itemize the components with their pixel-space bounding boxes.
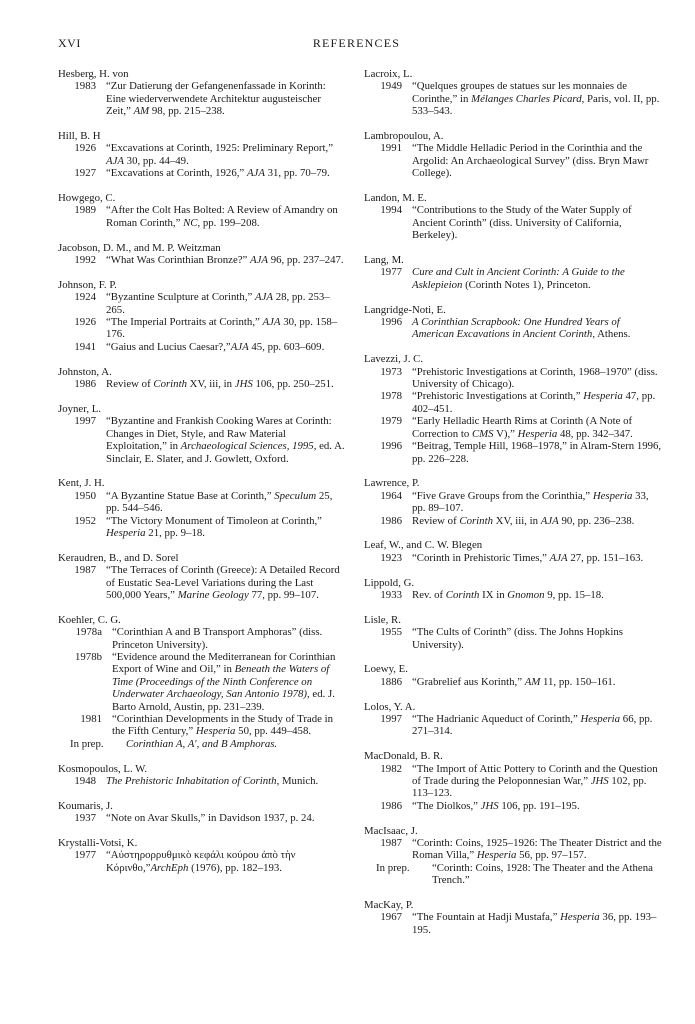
reference-citation xyxy=(106,775,348,787)
citation-text: 106, pp. 250–251. xyxy=(252,378,334,391)
reference-group xyxy=(364,750,664,812)
citation-text: 30, pp. 158–176. xyxy=(106,316,338,341)
citation-italic-text: Hesperia xyxy=(583,390,623,403)
reference-group xyxy=(58,614,348,750)
reference-year: 1983 xyxy=(74,80,96,93)
reference-author: Landon, M. E. xyxy=(364,192,427,205)
citation-text: 56, pp. 97–157. xyxy=(516,849,587,862)
reference-citation xyxy=(412,626,664,651)
reference-year: 1979 xyxy=(380,415,402,428)
citation-italic-text: The Prehistoric Inhabitation of Corinth xyxy=(106,775,277,787)
reference-group xyxy=(58,242,348,267)
reference-entry xyxy=(58,204,348,229)
reference-citation xyxy=(412,266,664,291)
reference-year: 1952 xyxy=(74,514,96,527)
citation-text: XV, iii, in xyxy=(492,514,541,527)
citation-text: “What Was Corinthian Bronze?” xyxy=(106,254,251,267)
reference-year: 1996 xyxy=(380,316,402,329)
reference-group xyxy=(58,763,348,788)
reference-year: 1989 xyxy=(74,204,96,217)
reference-citation xyxy=(106,564,348,601)
reference-entry xyxy=(58,849,348,874)
reference-group xyxy=(58,192,348,229)
citation-italic-text: AJA xyxy=(106,154,124,167)
citation-text: , Athens. xyxy=(592,328,631,341)
reference-entry xyxy=(58,775,348,787)
reference-year: In prep. xyxy=(70,737,104,750)
citation-italic-text: JHS xyxy=(234,378,253,391)
reference-group xyxy=(364,614,664,651)
reference-citation xyxy=(412,676,664,688)
citation-text: , pp. 199–208. xyxy=(197,216,260,229)
reference-author: Joyner, L. xyxy=(58,402,102,415)
reference-citation xyxy=(412,490,664,515)
reference-year: 1937 xyxy=(74,812,96,825)
citation-text: “The Import of Attic Pottery to Corinth and the Question of Trade during the Peloponnesian War,” xyxy=(412,762,658,787)
reference-year: 1996 xyxy=(380,440,402,453)
reference-entry xyxy=(364,142,664,179)
reference-author: Lavezzi, J. C. xyxy=(364,353,424,366)
reference-entry xyxy=(58,812,348,824)
reference-entry xyxy=(364,366,664,391)
citation-italic-text: Hesperia xyxy=(106,526,146,539)
reference-citation xyxy=(412,552,664,564)
reference-author: Krystalli-Votsi, K. xyxy=(58,837,138,849)
reference-citation xyxy=(412,837,664,862)
reference-group xyxy=(364,701,664,738)
reference-citation xyxy=(106,167,348,179)
reference-author: Lippold, G. xyxy=(364,576,415,589)
reference-author: Keraudren, B., and D. Sorel xyxy=(58,551,179,564)
reference-group xyxy=(58,837,348,874)
reference-citation xyxy=(106,80,348,117)
reference-year: In prep. xyxy=(376,861,410,874)
reference-author: Hesberg, H. von xyxy=(58,68,129,80)
citation-text: “The Middle Helladic Period in the Corinthia and the Argolid: An Archaeological Survey” (diss. Bryn Mawr College). xyxy=(412,142,649,180)
reference-entry xyxy=(58,291,348,316)
citation-text: 45, pp. 603–609. xyxy=(248,340,325,353)
reference-entry xyxy=(364,316,664,341)
reference-author: Lawrence, P. xyxy=(364,477,420,490)
reference-entry xyxy=(58,713,348,738)
reference-citation xyxy=(412,204,664,241)
reference-entry xyxy=(364,390,664,415)
citation-italic-text: Cure and Cult in Ancient Corinth: A Guide to the Asklepieion xyxy=(412,266,625,291)
reference-year: 1986 xyxy=(74,378,96,391)
reference-year: 1967 xyxy=(380,911,402,924)
reference-year: 1926 xyxy=(74,316,96,329)
citation-italic-text: CMS xyxy=(471,427,494,440)
citation-text: “Prehistoric Investigations at Corinth, 1968–1970” (diss. University of Chicago). xyxy=(412,365,658,391)
citation-text: 11, pp. 150–161. xyxy=(540,675,616,688)
reference-entry xyxy=(364,800,664,812)
citation-text: “Contributions to the Study of the Water Supply of Ancient Corinth” (diss. University of California, Berkeley). xyxy=(412,204,632,242)
reference-entry xyxy=(364,552,664,564)
citation-text: “The Diolkos,” xyxy=(412,799,481,812)
citation-text: “Note on Avar Skulls,” in Davidson 1937, p. 24. xyxy=(106,812,315,825)
reference-year: 1986 xyxy=(380,799,402,812)
reference-author: Howgego, C. xyxy=(58,192,116,205)
citation-text: “Beitrag, Temple Hill, 1968–1978,” in Alram-Stern 1996, pp. 226–228. xyxy=(412,440,662,465)
citation-text: 9, pp. 15–18. xyxy=(544,588,604,601)
reference-year: 1994 xyxy=(380,204,402,217)
reference-entry xyxy=(364,80,664,117)
reference-entry xyxy=(58,415,348,465)
reference-author: Kent, J. H. xyxy=(58,477,105,490)
reference-citation xyxy=(412,440,664,465)
citation-text: 36, pp. 193–195. xyxy=(412,911,657,936)
reference-year: 1926 xyxy=(74,142,96,155)
citation-italic-text: AM xyxy=(133,105,150,118)
reference-entry xyxy=(58,142,348,167)
references-right-column xyxy=(364,68,664,949)
citation-text: “Corinth in Prehistoric Times,” xyxy=(412,551,550,564)
reference-entry xyxy=(58,738,348,750)
citation-text: 102, pp. 113–123. xyxy=(412,774,647,800)
citation-italic-text: AJA xyxy=(549,551,568,564)
citation-italic-text: Corinth xyxy=(445,588,480,601)
reference-citation xyxy=(106,515,348,540)
citation-italic-text: Hesperia xyxy=(476,849,517,862)
reference-author: Loewy, E. xyxy=(364,663,408,676)
reference-citation xyxy=(106,204,348,229)
citation-text: 31, pp. 70–79. xyxy=(264,167,330,180)
citation-text: (Corinth Notes 1), Princeton. xyxy=(462,278,591,291)
reference-year: 1992 xyxy=(74,254,96,267)
reference-citation xyxy=(432,862,664,887)
page-number: XVI xyxy=(58,36,81,50)
reference-citation xyxy=(106,415,348,465)
citation-text: “The Imperial Portraits at Corinth,” xyxy=(106,316,263,329)
citation-italic-text: Speculum xyxy=(274,489,317,502)
reference-citation xyxy=(106,849,348,874)
reference-group xyxy=(364,68,664,118)
citation-italic-text: AJA xyxy=(246,167,265,180)
reference-year: 1987 xyxy=(380,836,402,849)
reference-year: 1933 xyxy=(380,588,402,601)
reference-citation xyxy=(106,490,348,515)
reference-citation xyxy=(112,651,348,713)
citation-italic-text: Gnomon xyxy=(507,588,545,601)
citation-text: , ed. A. Sinclair, E. Slater, and J. Gowlett, Oxford. xyxy=(106,440,345,465)
reference-year: 1950 xyxy=(74,489,96,502)
reference-entry xyxy=(58,651,348,713)
citation-italic-text: JHS xyxy=(590,774,609,787)
citation-text: “Excavations at Corinth, 1926,” xyxy=(106,167,247,180)
reference-group xyxy=(364,304,664,341)
reference-entry xyxy=(364,837,664,862)
citation-text: 28, pp. 253–265. xyxy=(106,291,330,316)
citation-text: XV, iii, in xyxy=(186,378,235,391)
reference-entry xyxy=(58,515,348,540)
reference-author: Kosmopoulos, L. W. xyxy=(58,762,148,775)
citation-text: “The Fountain at Hadji Mustafa,” xyxy=(412,911,561,924)
citation-italic-text: Corinthian A, A′, and B Amphoras. xyxy=(126,737,278,750)
reference-author: Lambropoulou, A. xyxy=(364,130,444,143)
citation-italic-text: Corinth xyxy=(153,378,187,391)
reference-entry xyxy=(58,490,348,515)
reference-group xyxy=(58,403,348,465)
reference-citation xyxy=(412,763,664,800)
citation-text: “Evidence around the Mediterranean for Corinthian Export of Wine and Oil,” in xyxy=(112,650,336,676)
reference-citation xyxy=(412,142,664,179)
reference-citation xyxy=(112,713,348,738)
reference-group xyxy=(58,366,348,391)
reference-entry xyxy=(364,626,664,651)
reference-entry xyxy=(364,713,664,738)
citation-italic-text: AJA xyxy=(250,254,269,267)
reference-group xyxy=(364,192,664,242)
reference-entry xyxy=(364,515,664,527)
reference-year: 1955 xyxy=(380,626,402,639)
citation-italic-text: Mélanges Charles Picard xyxy=(471,92,582,105)
reference-citation xyxy=(112,626,348,651)
citation-text: “The Victory Monument of Timoleon at Corinth,” xyxy=(106,514,322,527)
reference-group xyxy=(364,663,664,688)
reference-author: Lisle, R. xyxy=(364,613,401,626)
citation-text: “After the Colt Has Bolted: A Review of Amandry on Roman Corinth,” xyxy=(106,204,338,229)
citation-text: 90, pp. 236–238. xyxy=(558,514,635,527)
references-left-column xyxy=(58,68,348,887)
reference-year: 1927 xyxy=(74,167,96,180)
citation-text: “Corinthian A and B Transport Amphoras” (diss. Princeton University). xyxy=(112,626,323,651)
citation-text: 77, pp. 99–107. xyxy=(248,588,319,601)
reference-citation xyxy=(412,316,664,341)
citation-text: 50, pp. 449–458. xyxy=(235,725,312,738)
citation-text: “A Byzantine Statue Base at Corinth,” xyxy=(106,489,275,502)
citation-text: 33, pp. 89–107. xyxy=(412,489,649,515)
citation-text: , Paris, vol. II, pp. 533–543. xyxy=(412,92,660,118)
reference-year: 1997 xyxy=(380,712,402,725)
citation-italic-text: Hesperia xyxy=(592,489,633,502)
reference-author: MacDonald, B. R. xyxy=(364,750,443,763)
reference-author: Lang, M. xyxy=(364,254,404,267)
reference-author: Koumaris, J. xyxy=(58,799,113,812)
citation-italic-text: AJA xyxy=(230,340,249,353)
citation-italic-text: Archaeological Sciences, 1995 xyxy=(180,440,314,453)
running-title: REFERENCES xyxy=(312,36,401,50)
reference-author: Jacobson, D. M., and M. P. Weitzman xyxy=(58,241,221,254)
citation-text: 27, pp. 151–163. xyxy=(567,551,644,564)
reference-group xyxy=(364,825,664,887)
citation-italic-text: Hesperia xyxy=(580,712,621,725)
reference-entry xyxy=(58,341,348,353)
reference-year: 1977 xyxy=(74,849,96,862)
citation-text: Review of xyxy=(106,378,154,391)
citation-text: Rev. of xyxy=(412,588,446,601)
reference-year: 1973 xyxy=(380,365,402,378)
reference-group xyxy=(58,68,348,118)
reference-entry xyxy=(364,862,664,887)
citation-text: 96, pp. 237–247. xyxy=(268,254,344,267)
citation-text: (1976), pp. 182–193. xyxy=(188,861,282,874)
reference-citation xyxy=(106,316,348,341)
citation-text: 21, pp. 9–18. xyxy=(145,526,205,539)
citation-italic-text: ArchEph xyxy=(150,861,189,874)
reference-citation xyxy=(412,415,664,440)
citation-text: “Quelques groupes de statues sur les monnaies de Corinthe,” in xyxy=(412,80,627,105)
reference-entry xyxy=(58,564,348,601)
citation-text: 66, pp. 271–314. xyxy=(412,712,653,738)
citation-italic-text: AJA xyxy=(262,316,281,329)
reference-year: 1941 xyxy=(74,340,96,353)
reference-citation xyxy=(412,589,664,601)
reference-year: 1978a xyxy=(75,626,102,639)
citation-text: , ed. J. Barto Arnold, Austin, pp. 231–239. xyxy=(112,688,335,713)
reference-author: Lolos, Y. A. xyxy=(364,700,416,713)
reference-entry xyxy=(364,763,664,800)
citation-text: “Corinth: Coins, 1928: The Theater and the Athena Trench.” xyxy=(432,861,653,887)
citation-text: 30, pp. 44–49. xyxy=(123,154,189,167)
citation-italic-text: A Corinthian Scrapbook: One Hundred Years of American Excavations in Ancient Corinth xyxy=(412,316,620,341)
citation-text: “Αὐστηρορρυθμικὸ κεφάλι κούρου ἀπὸ τὴν Κόρινθο,” xyxy=(106,849,296,874)
reference-group xyxy=(364,254,664,291)
reference-year: 1964 xyxy=(380,489,402,502)
reference-group xyxy=(364,577,664,602)
citation-text: “Prehistoric Investigations at Corinth,” xyxy=(412,390,584,403)
citation-text: 47, pp. 402–451. xyxy=(412,390,656,415)
citation-text: 25, pp. 544–546. xyxy=(106,489,333,515)
citation-italic-text: Hesperia xyxy=(195,725,236,738)
citation-text: “The Cults of Corinth” (diss. The Johns Hopkins University). xyxy=(412,626,623,651)
reference-entry xyxy=(58,80,348,117)
reference-citation xyxy=(106,812,348,824)
reference-citation xyxy=(106,378,348,390)
reference-citation xyxy=(412,800,664,812)
citation-text: “Byzantine and Frankish Cooking Wares at Corinth: Changes in Diet, Style, and Raw Material Exploitation,” in xyxy=(106,415,332,453)
reference-author: MacKay, P. xyxy=(364,899,414,911)
reference-author: Lacroix, L. xyxy=(364,68,413,80)
reference-year: 1982 xyxy=(380,762,402,775)
reference-entry xyxy=(364,415,664,440)
reference-year: 1924 xyxy=(74,291,96,304)
reference-citation xyxy=(412,390,664,415)
citation-italic-text: Beneath the Waters of Time (Proceedings of the Ninth Conference on Underwater Archaeology, San Antonio 1978) xyxy=(112,663,330,701)
reference-year: 1948 xyxy=(74,775,96,787)
reference-author: Langridge-Noti, E. xyxy=(364,303,446,316)
citation-italic-text: Hesperia xyxy=(517,427,558,440)
reference-group xyxy=(364,899,664,936)
reference-citation xyxy=(106,254,348,266)
reference-entry xyxy=(364,266,664,291)
reference-citation xyxy=(126,738,348,750)
reference-year: 1978b xyxy=(75,650,102,663)
reference-entry xyxy=(58,378,348,390)
reference-year: 1997 xyxy=(74,415,96,428)
citation-text: Review of xyxy=(412,514,460,527)
reference-author: MacIsaac, J. xyxy=(364,824,418,837)
reference-entry xyxy=(364,589,664,601)
reference-group xyxy=(58,552,348,602)
citation-italic-text: AJA xyxy=(540,514,559,527)
citation-italic-text: JHS xyxy=(480,799,499,812)
reference-group xyxy=(364,539,664,564)
citation-text: 106, pp. 191–195. xyxy=(498,799,580,812)
citation-text: “The Terraces of Corinth (Greece): A Detailed Record of Eustatic Sea-Level Variations during the Last 500,000 Years,” xyxy=(106,564,340,601)
reference-entry xyxy=(364,911,664,936)
citation-text: “Early Helladic Hearth Rims at Corinth (A Note of Correction to xyxy=(412,415,633,440)
reference-year: 1949 xyxy=(380,80,402,93)
reference-citation xyxy=(106,142,348,167)
reference-author: Johnson, F. P. xyxy=(58,278,117,291)
reference-entry xyxy=(58,167,348,179)
citation-text: “Gaius and Lucius Caesar?,” xyxy=(106,340,231,353)
reference-citation xyxy=(106,291,348,316)
reference-group xyxy=(58,800,348,825)
citation-text: “Five Grave Groups from the Corinthia,” xyxy=(412,489,593,502)
reference-author: Johnston, A. xyxy=(58,365,112,378)
citation-text: , Munich. xyxy=(276,775,319,787)
reference-author: Leaf, W., and C. W. Blegen xyxy=(364,539,483,552)
reference-entry xyxy=(58,626,348,651)
reference-citation xyxy=(412,515,664,527)
citation-text: “Zur Datierung der Gefangenenfassade in Korinth: Eine wiederverwendete Architektur augusteischer Zeit,” xyxy=(106,80,326,118)
reference-citation xyxy=(412,713,664,738)
reference-year: 1978 xyxy=(380,390,402,403)
citation-italic-text: AM xyxy=(524,675,541,688)
reference-group xyxy=(364,353,664,465)
reference-year: 1991 xyxy=(380,142,402,155)
citation-italic-text: AJA xyxy=(255,291,274,304)
reference-year: 1981 xyxy=(80,712,102,725)
reference-group xyxy=(58,279,348,353)
reference-group xyxy=(364,477,664,527)
reference-citation xyxy=(412,911,664,936)
reference-author: Hill, B. H xyxy=(58,130,101,143)
reference-year: 1987 xyxy=(74,564,96,577)
reference-group xyxy=(364,130,664,180)
page-header xyxy=(58,36,655,52)
reference-entry xyxy=(58,316,348,341)
reference-citation xyxy=(412,366,664,391)
reference-year: 1923 xyxy=(380,551,402,564)
citation-text: “Corinth: Coins, 1925–1926: The Theater District and the Roman Villa,” xyxy=(412,836,662,862)
citation-italic-text: Corinth xyxy=(459,514,493,527)
reference-entry xyxy=(364,440,664,465)
reference-entry xyxy=(364,204,664,241)
reference-year: 1977 xyxy=(380,266,402,279)
citation-text: 98, pp. 215–238. xyxy=(149,105,225,118)
citation-text: “Excavations at Corinth, 1925: Preliminary Report,” xyxy=(106,142,333,155)
citation-italic-text: NC xyxy=(183,216,198,229)
reference-entry xyxy=(58,254,348,266)
citation-text: “Grabrelief aus Korinth,” xyxy=(412,675,525,688)
reference-citation xyxy=(412,80,664,117)
reference-group xyxy=(58,477,348,539)
reference-citation xyxy=(106,341,348,353)
reference-entry xyxy=(364,676,664,688)
citation-text: IX in xyxy=(479,588,508,601)
reference-year: 1986 xyxy=(380,514,402,527)
reference-year: 1886 xyxy=(380,675,402,688)
citation-text: V),” xyxy=(493,427,518,440)
citation-italic-text: Marine Geology xyxy=(177,588,249,601)
citation-text: “Corinthian Developments in the Study of Trade in the Fifth Century,” xyxy=(112,712,334,738)
reference-group xyxy=(58,130,348,180)
citation-text: “Byzantine Sculpture at Corinth,” xyxy=(106,291,256,304)
citation-italic-text: Hesperia xyxy=(560,911,600,924)
citation-text: “The Hadrianic Aqueduct of Corinth,” xyxy=(412,712,581,725)
reference-entry xyxy=(364,490,664,515)
reference-author: Koehler, C. G. xyxy=(58,613,121,626)
citation-text: 48, pp. 342–347. xyxy=(557,427,633,440)
